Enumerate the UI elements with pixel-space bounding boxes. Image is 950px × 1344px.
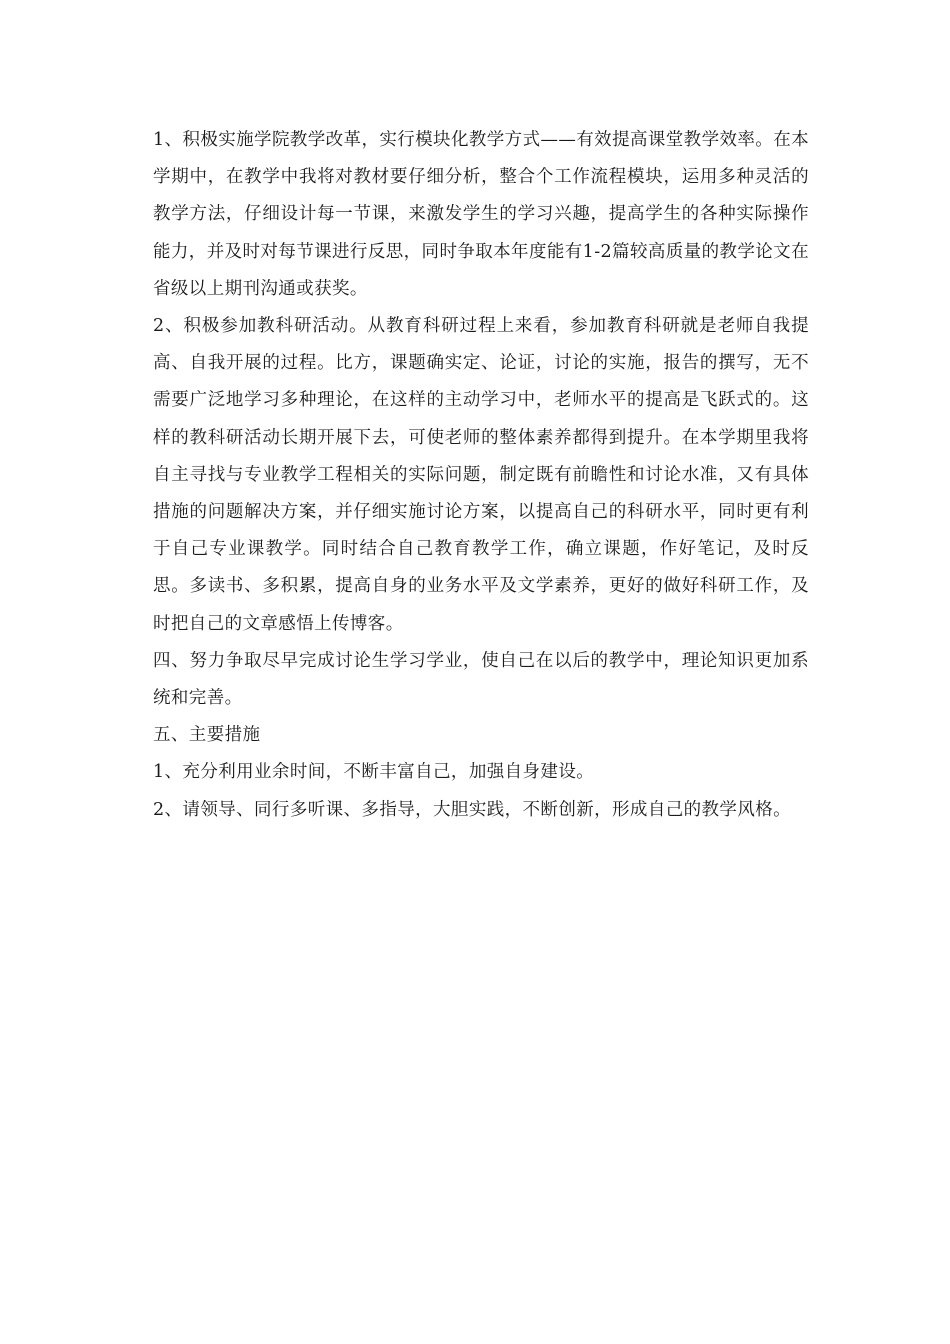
paragraph-teaching-reform: 1、积极实施学院教学改革，实行模块化教学方式——有效提高课堂教学效率。在本学期中，在教学中我将对教材要仔细分析，整合个工作流程模块，运用多种灵活的教学方法，仔细设计每一节课，来激发学生的学习兴趣，提高学生的各种实际操作能力，并及时对每节课进行反思，同时争取本年度能有1-2篇较高质量的教学论文在省级以上期刊沟通或获奖。 [153,130,809,299]
paragraph-measure-2: 2、请领导、同行多听课、多指导，大胆实践，不断创新，形成自己的教学风格。 [153,799,792,820]
paragraph-measure-1: 1、充分利用业余时间，不断丰富自己，加强自身建设。 [153,762,595,783]
document-body [145,122,809,829]
paragraph-research-activities: 2、积极参加教科研活动。从教育科研过程上来看，参加教育科研就是老师自我提高、自我开展的过程。比方，课题确实定、论证，讨论的实施，报告的撰写，无不需要广泛地学习多种理论，在这样的主动学习中，老师水平的提高是飞跃式的。这样的教科研活动长期开展下去，可使老师的整体素养都得到提升。在本学期里我将自主寻找与专业教学工程相关的实际问题，制定既有前瞻性和讨论水准，又有具体措施的问题解决方案，并仔细实施讨论方案，以提高自己的科研水平，同时更有利于自己专业课教学。同时结合自己教育教学工作，确立课题，作好笔记，及时反思。多读书、多积累，提高自身的业务水平及文学素养，更好的做好科研工作，及时把自己的文章感悟上传博客。 [153,316,809,634]
section-heading-main-measures: 五、主要措施 [153,725,261,746]
paragraph-complete-studies: 四、努力争取尽早完成讨论生学习学业，使自己在以后的教学中，理论知识更加系统和完善。 [153,650,809,709]
